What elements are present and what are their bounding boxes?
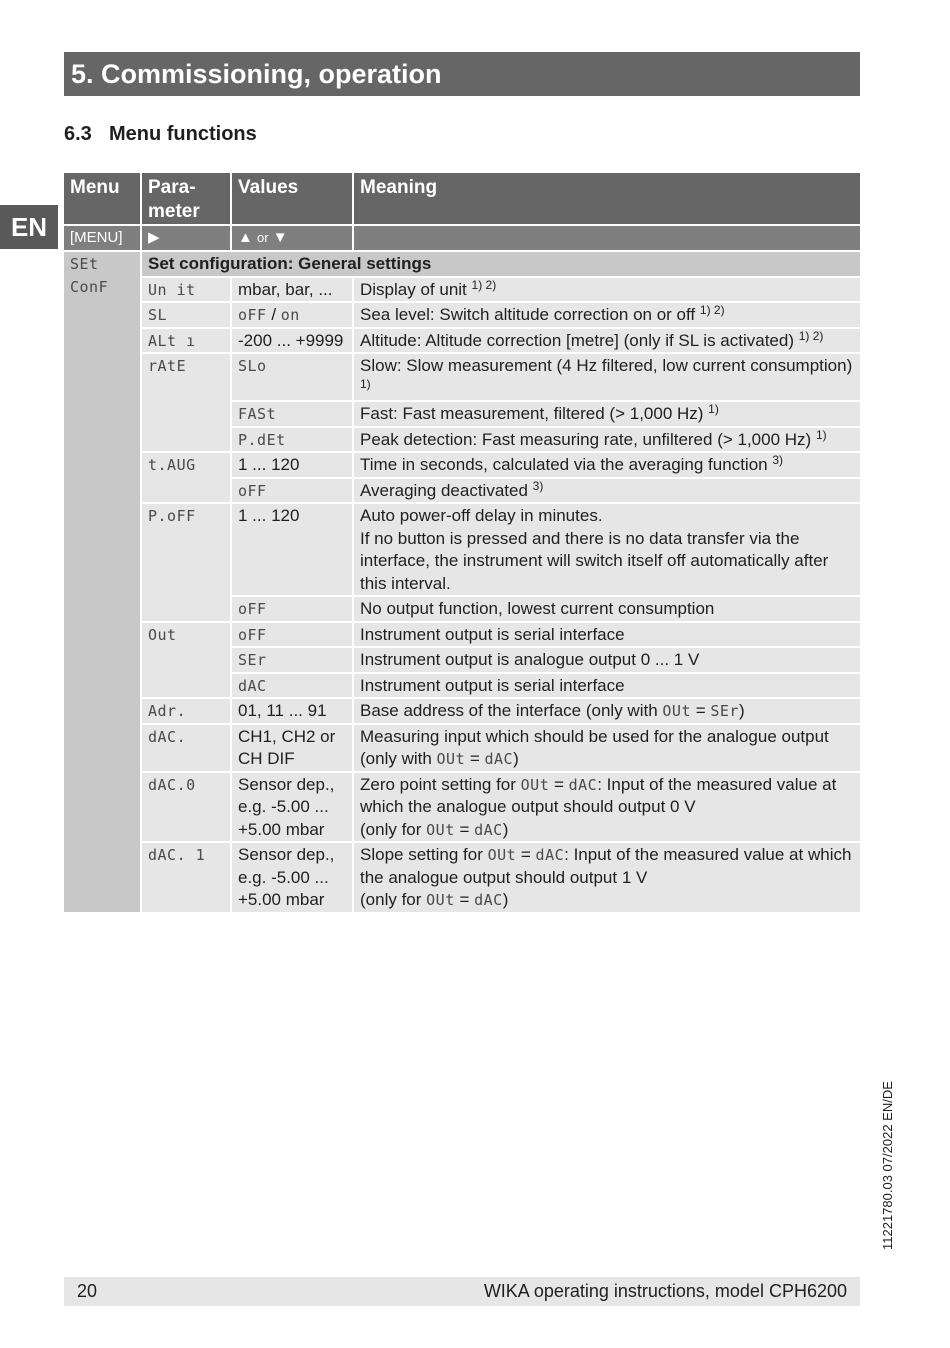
value-cell: oFF: [231, 596, 353, 622]
table-row: [64, 698, 860, 724]
value-cell: SLo: [231, 353, 353, 401]
language-tab: EN: [0, 205, 58, 249]
value-cell: SEr: [231, 647, 353, 673]
chapter-header: 5. Commissioning, operation: [64, 52, 860, 96]
up-down-keys: ▲ or ▼: [231, 225, 353, 251]
param-cell: Out: [141, 622, 231, 699]
value-cell: CH1, CH2 or CH DIF: [231, 724, 353, 772]
param-cell: t.AUG: [141, 452, 231, 503]
meaning-cell: Slope setting for OUt = dAC: Input of the measured value at which the analogue output should output 1 V (only for OUt = dAC): [353, 842, 860, 913]
table-row: [64, 452, 860, 478]
table-row: [64, 772, 860, 843]
value-cell: Sensor dep., e.g. -5.00 ... +5.00 mbar: [231, 842, 353, 913]
meaning-cell: Zero point setting for OUt = dAC: Input of the measured value at which the analogue output should output 0 V (only for OUt = dAC): [353, 772, 860, 843]
meaning-cell: Instrument output is serial interface: [353, 673, 860, 699]
param-cell: Adr.: [141, 698, 231, 724]
menu-functions-table: [64, 173, 860, 914]
manual-title: WIKA operating instructions, model CPH6200: [483, 1281, 847, 1301]
meaning-cell: Peak detection: Fast measuring rate, unfiltered (> 1,000 Hz) $^{1)}$: [353, 427, 860, 453]
header-menu: Menu: [64, 173, 141, 225]
section-number: 6.3: [64, 123, 92, 145]
meaning-cell: Instrument output is analogue output 0 ... 1 V: [353, 647, 860, 673]
param-cell: dAC. 1: [141, 842, 231, 913]
value-cell: mbar, bar, ...: [231, 277, 353, 303]
header-meaning: Meaning: [353, 173, 860, 225]
page-number: 20: [77, 1281, 98, 1301]
value-cell: 1 ... 120: [231, 503, 353, 596]
table-header-row: [64, 173, 860, 225]
value-cell: dAC: [231, 673, 353, 699]
meaning-cell: Altitude: Altitude correction [metre] (only if SL is activated) $^{1) 2)}$: [353, 328, 860, 354]
value-cell: oFF: [231, 478, 353, 504]
meaning-cell: Slow: Slow measurement (4 Hz filtered, low current consumption) $^{1)}$: [353, 353, 860, 401]
value-cell: 1 ... 120: [231, 452, 353, 478]
meaning-cell: No output function, lowest current consumption: [353, 596, 860, 622]
param-cell: dAC.0: [141, 772, 231, 843]
header-parameter: Para- meter: [141, 173, 231, 225]
meaning-cell: Base address of the interface (only with OUt = SEr): [353, 698, 860, 724]
section-title: Menu functions: [109, 123, 257, 145]
value-cell: P.dEt: [231, 427, 353, 453]
menu-key-label: [MENU]: [64, 225, 141, 251]
down-arrow-icon: ▼: [272, 229, 288, 246]
header-values: Values: [231, 173, 353, 225]
table-row: [64, 328, 860, 354]
param-cell: rAtE: [141, 353, 231, 452]
meaning-cell: Fast: Fast measurement, filtered (> 1,000 Hz) $^{1)}$: [353, 401, 860, 427]
page-footer: [64, 1277, 860, 1306]
group-title: Set configuration: General settings: [141, 251, 860, 277]
section-heading: [64, 123, 257, 146]
table-row: [64, 842, 860, 913]
meaning-cell: Time in seconds, calculated via the averaging function $^{3)}$: [353, 452, 860, 478]
meaning-cell: Instrument output is serial interface: [353, 622, 860, 648]
table-row: [64, 724, 860, 772]
up-arrow-icon: ▲: [238, 229, 253, 246]
value-cell: oFF / on: [231, 302, 353, 328]
meaning-cell: Averaging deactivated $^{3)}$: [353, 478, 860, 504]
table-row: [64, 353, 860, 401]
value-cell: 01, 11 ... 91: [231, 698, 353, 724]
value-cell: oFF: [231, 622, 353, 648]
table-row: [64, 503, 860, 596]
document-number: 11221780.03 07/2022 EN/DE: [880, 1081, 895, 1250]
table-row: [64, 277, 860, 303]
value-cell: -200 ... +9999: [231, 328, 353, 354]
value-cell: FASt: [231, 401, 353, 427]
param-cell: Un it: [141, 277, 231, 303]
param-cell: ALt ı: [141, 328, 231, 354]
param-cell: dAC.: [141, 724, 231, 772]
menu-item-setconf: SEt ConF: [64, 251, 141, 913]
meaning-cell: Sea level: Switch altitude correction on or off $^{1) 2)}$: [353, 302, 860, 328]
table-row: [64, 302, 860, 328]
value-cell: Sensor dep., e.g. -5.00 ... +5.00 mbar: [231, 772, 353, 843]
meaning-cell: Auto power-off delay in minutes. If no button is pressed and there is no data transfer via the interface, the instrument will switch itself off automatically after this interval.: [353, 503, 860, 596]
param-cell: SL: [141, 302, 231, 328]
right-arrow-icon: ▶: [141, 225, 231, 251]
key-row: [64, 225, 860, 251]
param-cell: P.oFF: [141, 503, 231, 622]
table-row: [64, 622, 860, 648]
meaning-cell: Measuring input which should be used for the analogue output (only with OUt = dAC): [353, 724, 860, 772]
table-row: [64, 251, 860, 277]
meaning-cell: Display of unit $^{1) 2)}$: [353, 277, 860, 303]
